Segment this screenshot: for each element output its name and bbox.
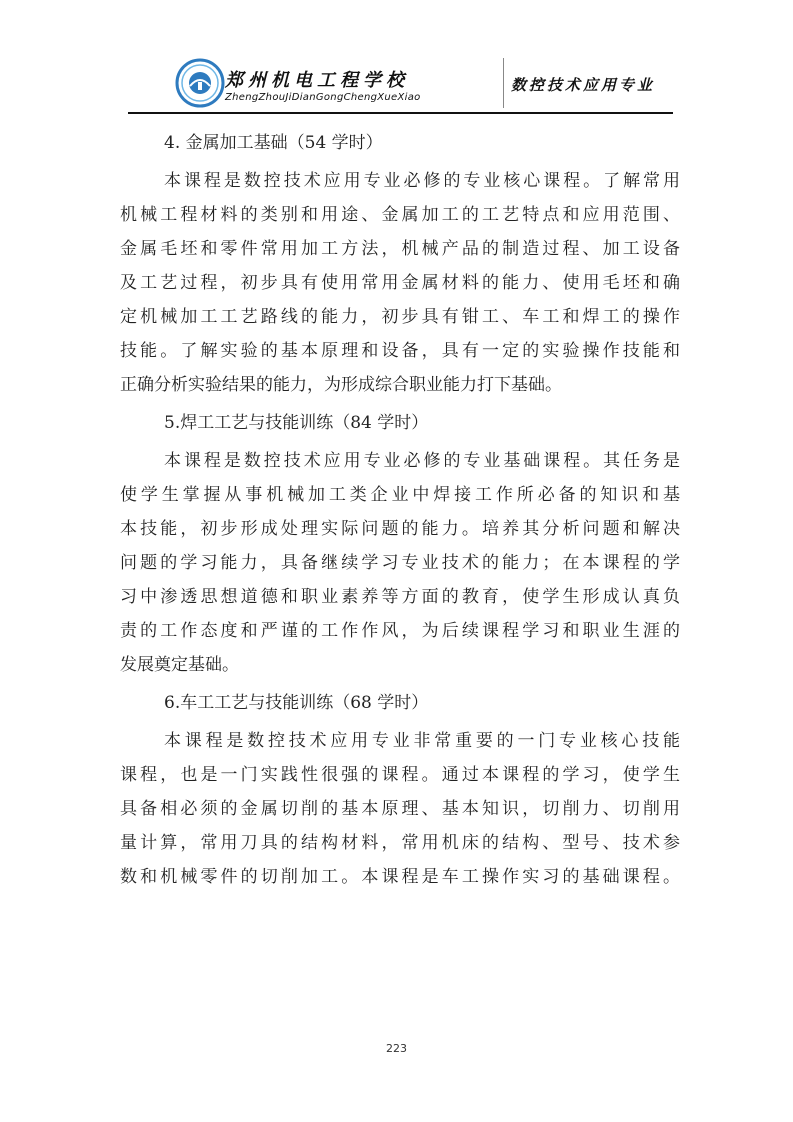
paragraph-line: 具备相必须的金属切削的基本原理、基本知识，切削力、切削用 bbox=[120, 799, 680, 819]
page-header bbox=[165, 54, 675, 112]
paragraph-line: 量计算，常用刀具的结构材料，常用机床的结构、型号、技术参 bbox=[120, 833, 680, 853]
paragraph-line: 发展奠定基础。 bbox=[120, 655, 239, 675]
school-logo-icon bbox=[175, 58, 225, 108]
header-rule bbox=[128, 112, 673, 114]
paragraph-line: 本技能，初步形成处理实际问题的能力。培养其分析问题和解决 bbox=[120, 519, 680, 539]
major-title: 数控技术应用专业 bbox=[510, 76, 655, 94]
school-name-en: ZhengZhouJiDianGongChengXueXiao bbox=[225, 92, 421, 103]
section-heading: 5.焊工工艺与技能训练（84 学时） bbox=[164, 413, 429, 433]
section-heading: 6.车工工艺与技能训练（68 学时） bbox=[164, 693, 429, 713]
page-number: 223 bbox=[386, 1042, 407, 1055]
paragraph-line: 正确分析实验结果的能力，为形成综合职业能力打下基础。 bbox=[120, 375, 562, 395]
paragraph-line: 课程，也是一门实践性很强的课程。通过本课程的学习，使学生 bbox=[120, 765, 680, 785]
paragraph-line: 使学生掌握从事机械加工类企业中焊接工作所必备的知识和基 bbox=[120, 485, 680, 505]
paragraph-line: 及工艺过程，初步具有使用常用金属材料的能力、使用毛坯和确 bbox=[120, 273, 680, 293]
document-body bbox=[120, 122, 680, 894]
school-name-cn: 郑州机电工程学校 bbox=[225, 70, 409, 91]
paragraph-line: 本课程是数控技术应用专业必修的专业基础课程。其任务是 bbox=[164, 451, 680, 471]
paragraph-line: 金属毛坯和零件常用加工方法，机械产品的制造过程、加工设备 bbox=[120, 239, 680, 259]
paragraph-line: 机械工程材料的类别和用途、金属加工的工艺特点和应用范围、 bbox=[120, 205, 680, 225]
paragraph-line: 习中渗透思想道德和职业素养等方面的教育，使学生形成认真负 bbox=[120, 587, 680, 607]
paragraph-line: 本课程是数控技术应用专业必修的专业核心课程。了解常用 bbox=[164, 171, 680, 191]
paragraph-line: 本课程是数控技术应用专业非常重要的一门专业核心技能 bbox=[164, 731, 680, 751]
section-heading: 4. 金属加工基础（54 学时） bbox=[164, 133, 383, 153]
paragraph-line: 定机械加工工艺路线的能力，初步具有钳工、车工和焊工的操作 bbox=[120, 307, 680, 327]
paragraph-line: 问题的学习能力，具备继续学习专业技术的能力；在本课程的学 bbox=[120, 553, 680, 573]
paragraph-line: 技能。了解实验的基本原理和设备，具有一定的实验操作技能和 bbox=[120, 341, 680, 361]
paragraph-line: 数和机械零件的切削加工。本课程是车工操作实习的基础课程。 bbox=[120, 867, 680, 887]
header-divider bbox=[503, 58, 504, 108]
paragraph-line: 责的工作态度和严谨的工作作风，为后续课程学习和职业生涯的 bbox=[120, 621, 680, 641]
